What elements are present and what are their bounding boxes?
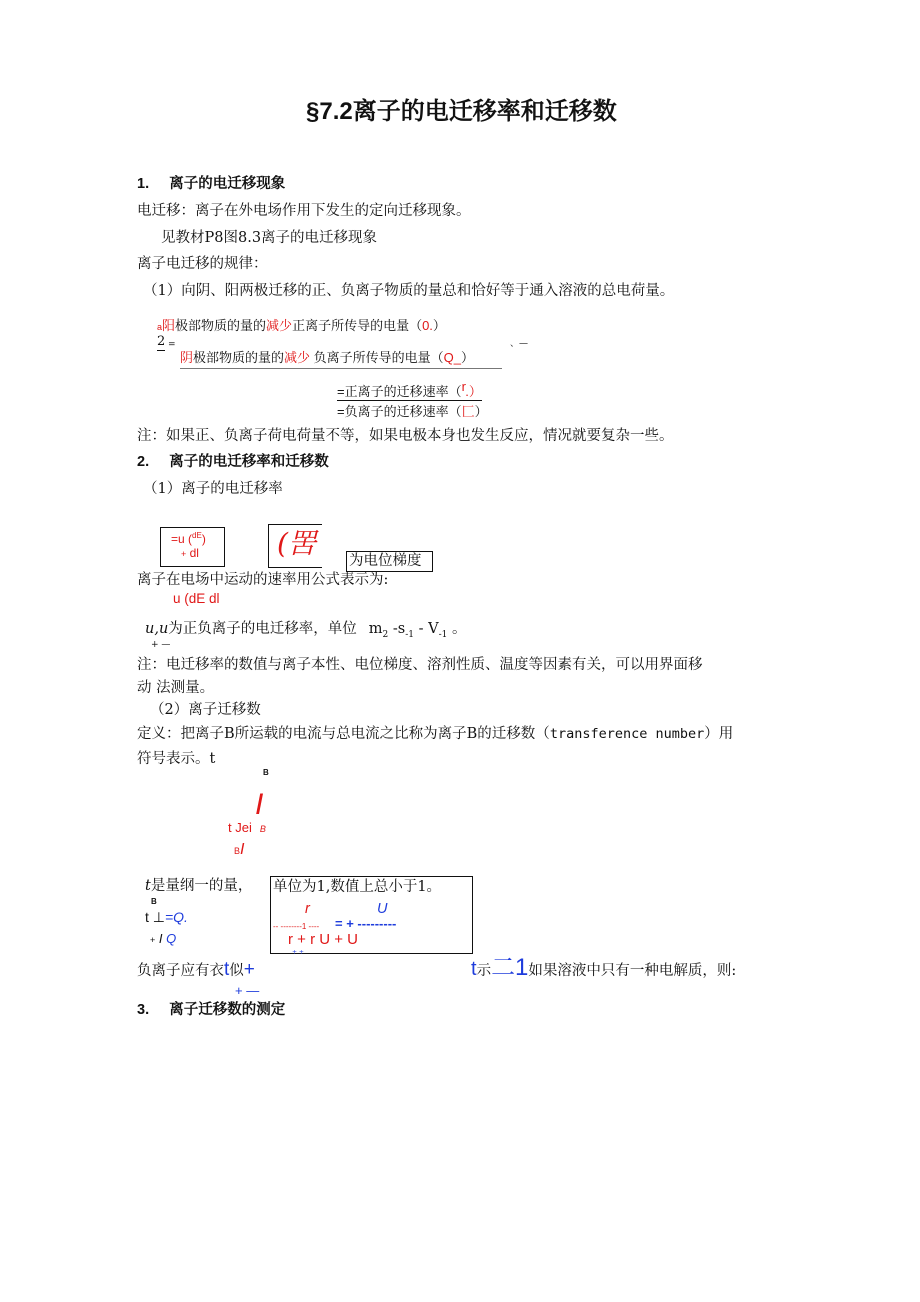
t-jei-formula	[228, 820, 266, 836]
cathode-decrease: 减少	[284, 350, 311, 365]
cation-rate-end: .）	[465, 384, 482, 399]
cathode-q: Q_	[443, 350, 462, 365]
t-perp	[145, 909, 188, 926]
def-text: 定义：把离子B所运载的电流与总电流之比称为离子B的迁移数（	[137, 726, 550, 742]
anode-end: ）	[432, 318, 446, 333]
textbook-reference: 见教材P8图8.3离子的电迁移现象	[161, 230, 378, 246]
cathode-text-b: 负离子所传导的电量（	[310, 350, 444, 365]
note-1: 注：如果正、负离子荷电荷量不等，如果电极本身也发生反应，情况就要复杂一些。	[137, 428, 674, 444]
subscript-b-1: B	[263, 768, 269, 777]
unit-m1: -1	[405, 629, 415, 640]
unit-m: m	[368, 621, 383, 637]
note-2-line-2: 动 法测量。	[137, 680, 215, 696]
box1-line1	[171, 531, 206, 546]
box4-tiny: + +	[292, 949, 304, 956]
box4-eq: = + ---------	[335, 916, 397, 931]
page-title: §7.2离子的电迁移率和迁移数	[306, 98, 617, 125]
neg-plus: +	[243, 959, 255, 980]
anion-rate	[337, 404, 488, 420]
section-1-heading: 1. 离子的电迁移现象	[137, 176, 286, 192]
neg-t: t	[224, 959, 230, 980]
unit-m1b: -1	[438, 629, 448, 640]
section-2-heading: 2. 离子的电迁移率和迁移数	[137, 454, 329, 470]
box4-r: r	[305, 901, 310, 917]
neg-si: 似	[229, 963, 244, 979]
def-english: transference number	[549, 726, 705, 742]
definition-transference-2: 符号表示。t	[137, 751, 216, 767]
cathode-formula	[180, 350, 474, 366]
tjei-text: t Jei	[228, 820, 252, 835]
unit-v: - V	[414, 621, 439, 637]
tjei-sub: B	[259, 824, 266, 834]
speed-formula: u (dE dl	[173, 591, 220, 606]
box1-dl: dl	[186, 546, 199, 560]
box4-line1: 单位为1,数值上总小于1。	[273, 879, 442, 895]
box4-denominator	[288, 931, 358, 949]
anion-rate-text: =负离子的迁移速率（	[337, 404, 462, 419]
dimensionless-line	[145, 878, 252, 895]
cathode-underline	[180, 368, 502, 369]
bi-b: B	[234, 846, 241, 856]
cathode-label: 阴	[180, 350, 194, 365]
t-symbol: t	[145, 878, 151, 894]
fraction-eq: =	[168, 340, 176, 350]
plus-i-q	[150, 931, 176, 947]
negative-ion-line	[137, 959, 255, 982]
neg-text: 负离子应有衣	[137, 963, 224, 979]
mobility-text: 为正负离子的电迁移率，单位	[168, 621, 357, 637]
subsection-mobility: （1）离子的电迁移率	[143, 481, 283, 497]
box2-symbol: (罟	[277, 527, 316, 560]
subscript-b-2: B	[151, 897, 157, 906]
neg-t2: t	[471, 958, 477, 980]
rules-heading: 离子电迁移的规律：	[137, 256, 268, 272]
note-2-line-1: 注：电迁移率的数值与离子本性、电位梯度、溶剂性质、温度等因素有关，可以用界面移	[137, 657, 703, 673]
anode-text-a: 极部物质的量的	[175, 318, 267, 333]
box4-u: U	[377, 901, 388, 917]
cation-rate-symbol: r	[461, 379, 466, 394]
box1-l1e: )	[201, 532, 206, 546]
t-perp-text: t ⊥	[145, 909, 165, 925]
b-i-formula	[234, 840, 244, 859]
mobility-unit-line	[145, 621, 467, 641]
anode-decrease: 减少	[266, 318, 293, 333]
plus-sign: +	[150, 935, 156, 945]
unit-end: 。	[447, 621, 467, 637]
anode-sub: a	[157, 322, 163, 332]
bi-i: I	[240, 841, 245, 858]
section-3-heading: 3. 离子迁移数的测定	[137, 1002, 286, 1018]
plus-minus-marks: + —	[151, 640, 171, 650]
cathode-end: ）	[461, 350, 475, 365]
def-end: ）用	[704, 726, 734, 742]
box1-l1: =u (	[171, 532, 193, 546]
i-symbol: I	[155, 931, 163, 946]
negative-ion-line-right	[471, 954, 736, 983]
unit-2: 2	[382, 629, 389, 640]
q-symbol: Q	[162, 931, 177, 946]
cathode-text-a: 极部物质的量的	[193, 350, 285, 365]
subsection-transference: （2）离子迁移数	[150, 702, 261, 718]
u-minus: ,u	[154, 621, 169, 637]
neg-end: 如果溶液中只有一种电解质，则:	[528, 963, 737, 979]
box1-sup: dE	[192, 531, 202, 540]
dimensionless-text: 是量纲一的量，	[150, 878, 253, 894]
anion-rate-symbol: 匚	[461, 404, 475, 419]
potential-gradient-label: 为电位梯度	[349, 553, 422, 569]
rule-1: （1）向阴、阳两极迁移的正、负离子物质的量总和恰好等于通入溶液的总电荷量。	[143, 283, 675, 299]
u-plus: u	[145, 621, 155, 637]
plus-minus-marks-2: + —	[235, 983, 260, 998]
neg-shi: 示	[476, 963, 492, 979]
unit-s: -s	[388, 621, 406, 637]
anode-text-b: 正离子所传导的电量（	[292, 318, 423, 333]
speed-formula-text: 离子在电场中运动的速率用公式表示为:	[137, 572, 389, 588]
current-i-symbol: I	[255, 788, 264, 821]
two-digit: 2	[157, 334, 166, 349]
formula-box-1	[160, 527, 225, 567]
fraction-two	[157, 334, 165, 351]
fraction-mark: 、—	[510, 339, 529, 349]
box4-dash: -- --------1 ----	[273, 922, 320, 931]
definition-transference	[137, 726, 733, 743]
formula-box-3	[346, 551, 433, 572]
cation-rate-text: =正离子的迁移速率（	[337, 384, 462, 399]
anode-q: 0.	[422, 318, 433, 333]
anode-formula	[157, 318, 446, 334]
definition-electromigration: 电迁移：离子在外电场作用下发生的定向迁移现象。	[137, 203, 471, 219]
box4-denominator-text: r + r U + U	[288, 931, 359, 948]
formula-box-2	[268, 524, 322, 568]
anode-label: 阳	[162, 318, 176, 333]
neg-eq-one: 二1	[491, 954, 529, 981]
box1-line2	[181, 546, 199, 560]
anion-rate-end: ）	[474, 404, 488, 419]
eq-q: =Q.	[164, 909, 188, 925]
cation-rate	[337, 379, 482, 401]
box1-plus: +	[181, 549, 187, 559]
